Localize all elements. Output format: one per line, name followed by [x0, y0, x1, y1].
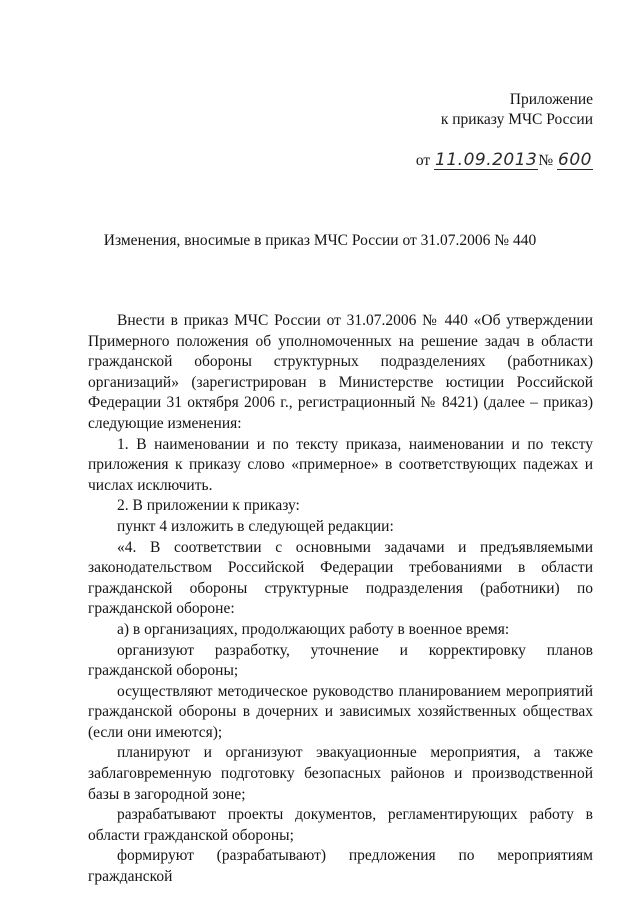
paragraph-methodical-guidance: осуществляют методическое руководство планированием мероприятий гражданской обороны в дочерних и зависимых хозяйственных обществах (если они имеются); [88, 682, 593, 741]
paragraph-documents: разрабатывают проекты документов, регламентирующих работу в области гражданской обороны; [88, 806, 593, 844]
paragraph-item-1: 1. В наименовании и по тексту приказа, наименовании и по тексту приложения к приказу слово «примерное» в соответствующих падежах и числах исключить. [88, 435, 593, 494]
paragraph-point-4-intro: пункт 4 изложить в следующей редакции: [117, 517, 394, 535]
order-number-handwritten: 600 [558, 150, 592, 170]
document-title: Изменения, вносимые в приказ МЧС России от 31.07.2006 № 440 [103, 232, 537, 249]
appendix-label: Приложение [509, 91, 593, 108]
order-prefix: от [415, 152, 431, 169]
paragraph-plans: организуют разработку, уточнение и корректировку планов гражданской обороны; [88, 641, 593, 680]
paragraph-proposals: формируют (разрабатывают) предложения по мероприятиям гражданской [88, 847, 593, 886]
order-number-label: № [538, 152, 554, 169]
paragraph-item-2: 2. В приложении к приказу: [117, 497, 300, 515]
order-reference [416, 150, 593, 172]
paragraph-subpoint-a: а) в организациях, продолжающих работу в военное время: [117, 620, 510, 638]
paragraph-evacuation: планируют и организуют эвакуационные мероприятия, а также заблаговременную подготовку безопасных районов и производственной базы в загородной зоне; [88, 744, 593, 803]
to-order-label: к приказу МЧС России [440, 111, 593, 128]
order-date-handwritten: 11.09.2013 [435, 150, 538, 170]
paragraph-point-4: «4. В соответствии с основными задачами и предъявляемыми законодательством Российской Федерации требованиями в области гражданской обороны структурные подразделения (работники) по гражданской обороне: [88, 538, 593, 618]
document-body [88, 311, 593, 888]
paragraph-intro: Внести в приказ МЧС России от 31.07.2006 № 440 «Об утверждении Примерного положения об уполномоченных на решение задач в области гражданской обороны структурных подразделениях (работниках) организаций» (зарегистрирован в Министерстве юстиции Российской Федерации 31 октября 2006 г., регистрационный № 8421) (далее – приказ) следующие изменения: [88, 312, 593, 432]
